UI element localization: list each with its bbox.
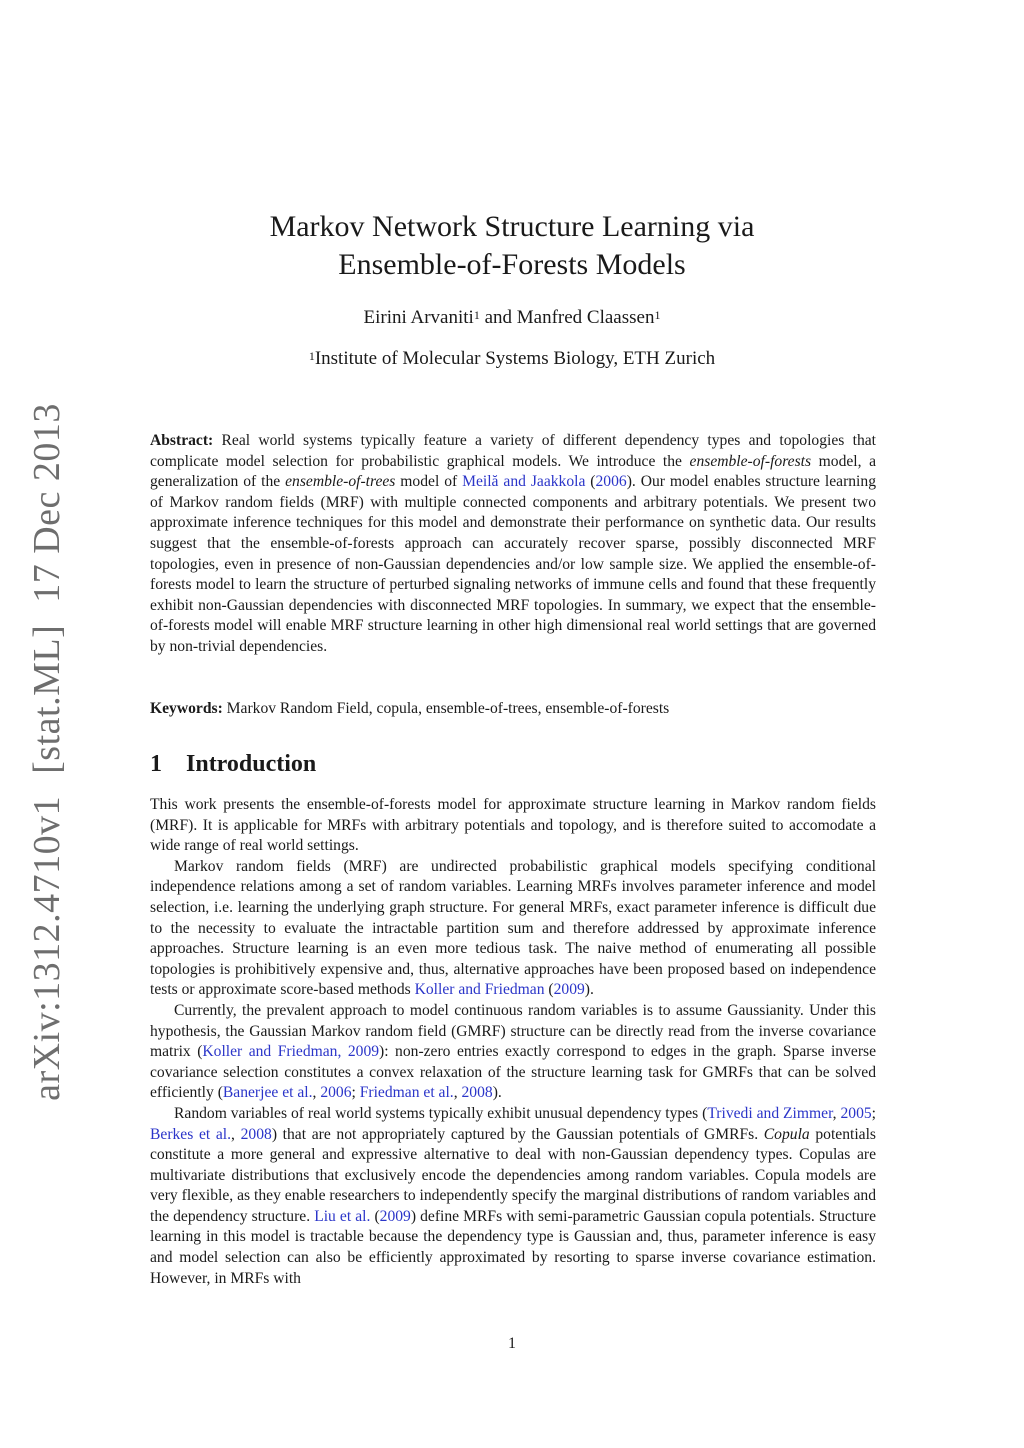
- paragraph-text: ).: [492, 1084, 502, 1102]
- citation-link[interactable]: Koller and Friedman, 2009: [202, 1043, 380, 1061]
- paragraph: [150, 1001, 876, 1104]
- affiliation-text: Institute of Molecular Systems Biology, ETH Zurich: [314, 348, 716, 369]
- term-copula: Copula: [763, 1125, 810, 1143]
- abstract-text: Real world systems typically feature a variety of different dependency types and topologies that complicate model selection for probabilistic graphical models. We introduce the: [150, 432, 876, 470]
- paragraph-text: ).: [584, 981, 594, 999]
- abstract: [150, 431, 876, 658]
- paragraph-text: Markov random fields (MRF) are undirected probabilistic graphical models specifying conditional independence relations among a set of random variables. Learning MRFs involves parameter inference and model selection, i.e. learning the underlying graph structure. For general MRFs, exact parameter inference is difficult due to the necessity to evaluate the intractable partition sum and therefore addressed by approximate inference approaches. Structure learning is an even more tedious task. The naive method of enumerating all possible topologies is prohibitively expensive and, thus, alternative approaches have been proposed based on independence tests or approximate score-based methods: [150, 857, 876, 999]
- paragraph-text: potentials constitute a more general and expressive alternative to deal with non-Gaussian dependency types. Copulas are multivariate distributions that exclusively encode the dependencies among random variables. Copula models are very flexible, as they enable researchers to independently specify the marginal distributions of random variables and the dependency structure.: [150, 1125, 877, 1225]
- affiliation-mark: 1: [308, 349, 315, 363]
- authors: [150, 305, 874, 331]
- affiliation: [150, 346, 874, 372]
- abstract-text: (: [585, 473, 596, 491]
- abstract-term-ensemble-of-trees: ensemble-of-trees: [285, 473, 396, 491]
- author-1: Eirini Arvaniti: [363, 307, 474, 328]
- citation-year-link[interactable]: 2006: [595, 473, 627, 491]
- citation-link[interactable]: Banerjee et al.: [222, 1084, 313, 1102]
- author-2-affiliation-mark: 1: [654, 308, 661, 322]
- paragraph: [150, 1104, 876, 1289]
- paragraph-text: Random variables of real world systems typically exhibit unusual dependency types (: [174, 1104, 708, 1122]
- citation-year-link[interactable]: 2009: [379, 1207, 411, 1225]
- paragraph-text: ,: [312, 1084, 321, 1102]
- citation-year-link[interactable]: 2009: [553, 981, 585, 999]
- paragraph-text: ) define MRFs with semi-parametric Gaussian copula potentials. Structure learning in this model is tractable because the dependency type is Gaussian and, thus, parameter inference is easy and model selection can also be efficiently approximated by resorting to sparse inverse covariance estimation. However, in MRFs with: [150, 1207, 877, 1287]
- keywords-text: Markov Random Field, copula, ensemble-of-trees, ensemble-of-forests: [222, 700, 670, 717]
- citation-year-link[interactable]: 2005: [840, 1104, 872, 1122]
- citation-year-link[interactable]: 2006: [320, 1084, 352, 1102]
- section-title: Introduction: [186, 751, 317, 777]
- paragraph-text: (: [370, 1207, 380, 1225]
- arxiv-stamp: [25, 403, 69, 1101]
- paragraph: [150, 857, 876, 1001]
- abstract-term-ensemble-of-forests: ensemble-of-forests: [689, 452, 812, 470]
- abstract-label: Abstract:: [150, 432, 214, 449]
- citation-link[interactable]: Liu et al.: [314, 1207, 371, 1225]
- paragraph-text: ,: [453, 1084, 462, 1102]
- abstract-text: ). Our model enables structure learning of Markov random fields (MRF) with multiple connected components and arbitrary potentials. We present two approximate inference techniques for this model and demonstrate their performance on synthetic data. Our results suggest that the ensemble-of-forests approach can accurately recover sparse, possibly disconnected MRF topologies, even in presence of non-Gaussian dependencies and/or low sample size. We applied the ensemble-of-forests model to learn the structure of perturbed signaling networks of immune cells and found that these frequently exhibit non-Gaussian dependencies with disconnected MRF topologies. In summary, we expect that the ensemble-of-forests model will enable MRF structure learning in other high dimensional real world settings that are governed by non-trivial dependencies.: [150, 473, 876, 655]
- paragraph-text: (: [544, 981, 554, 999]
- paragraph-text: ;: [351, 1084, 360, 1102]
- citation-link[interactable]: Meilă and Jaakkola: [462, 473, 586, 491]
- citation-link[interactable]: Friedman et al.: [359, 1084, 454, 1102]
- paragraph-text: This work presents the ensemble-of-forests model for approximate structure learning in Markov random fields (MRF). It is applicable for MRFs with arbitrary potentials and topology, and is therefore suited to accomodate a wide range of real world settings.: [150, 796, 876, 855]
- paragraph: [150, 795, 876, 857]
- keywords: [150, 699, 876, 720]
- abstract-text: model of: [395, 473, 463, 491]
- paragraph-text: ,: [832, 1104, 841, 1122]
- author-2: Manfred Claassen: [516, 307, 655, 328]
- title-line-1: Markov Network Structure Learning via: [269, 210, 755, 243]
- citation-link[interactable]: Berkes et al.: [150, 1125, 232, 1143]
- citation-link[interactable]: Trivedi and Zimmer: [707, 1104, 833, 1122]
- abstract-text: model, a generalization of the: [150, 452, 876, 491]
- arxiv-id: arXiv:1312.4710v1: [26, 795, 68, 1101]
- paragraph-text: ,: [231, 1125, 241, 1143]
- citation-year-link[interactable]: 2008: [240, 1125, 272, 1143]
- citation-link[interactable]: Koller and Friedman: [414, 981, 545, 999]
- paragraph-text: ) that are not appropriately captured by the Gaussian potentials of GMRFs.: [271, 1125, 764, 1143]
- section-number: 1: [150, 751, 162, 777]
- keywords-label: Keywords:: [150, 700, 223, 717]
- section-heading: [150, 748, 316, 780]
- paragraph-text: ;: [871, 1104, 876, 1122]
- arxiv-category: [stat.ML]: [26, 624, 68, 774]
- author-1-affiliation-mark: 1: [473, 308, 480, 322]
- page-number: 1: [508, 1335, 516, 1352]
- title-line-2: Ensemble-of-Forests Models: [338, 248, 686, 281]
- citation-year-link[interactable]: 2008: [461, 1084, 493, 1102]
- author-conjunction: and: [479, 307, 517, 328]
- introduction-body: [150, 795, 876, 1289]
- arxiv-date: 17 Dec 2013: [26, 403, 68, 603]
- paragraph-text: ): non-zero entries exactly correspond to edges in the graph. Sparse inverse covariance selection constitutes a convex relaxation of the structure learning task for GMRFs that can be solved efficiently (: [150, 1043, 876, 1102]
- paragraph-text: Currently, the prevalent approach to model continuous random variables is to assume Gaussianity. Under this hypothesis, the Gaussian Markov random field (GMRF) structure can be directly read from the inverse covariance matrix (: [150, 1001, 876, 1061]
- paper-title: [150, 208, 874, 284]
